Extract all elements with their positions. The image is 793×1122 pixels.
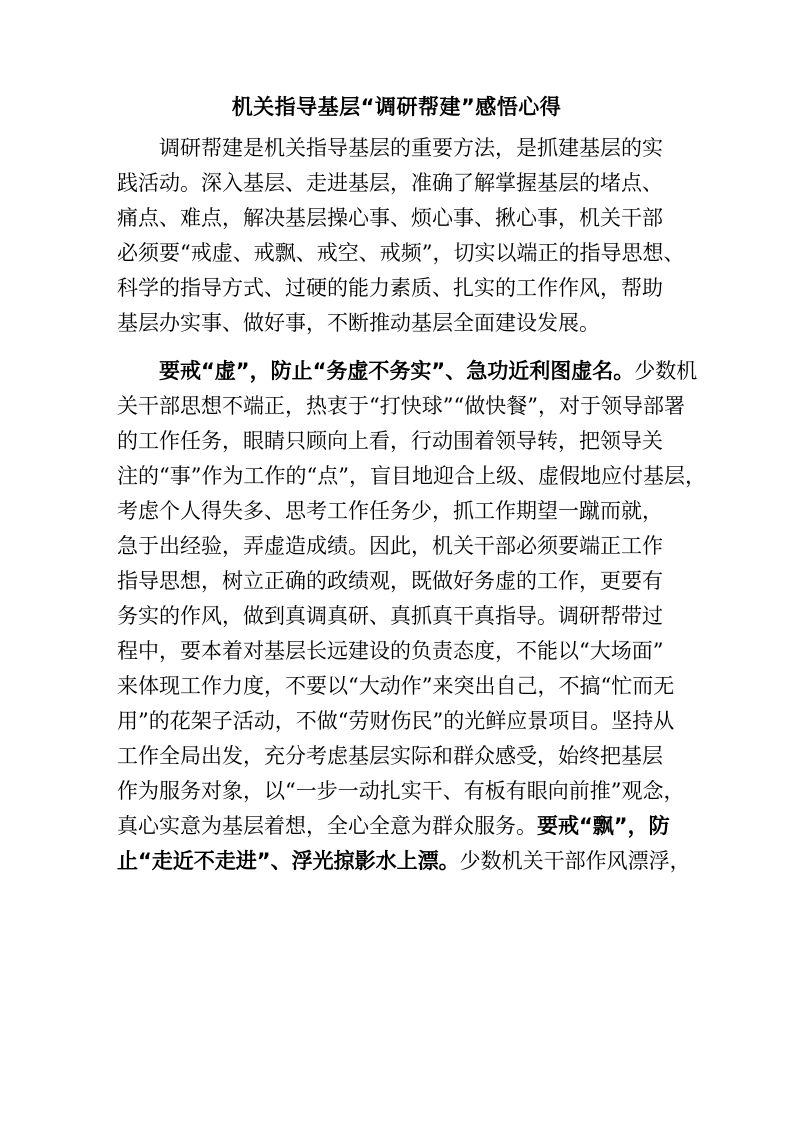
paragraph-text: 真心实意为基层着想，全心全意为群众服务。 — [117, 814, 537, 838]
paragraph-line: 必须要“戒虚、戒飘、戒空、戒频”，切实以端正的指导思想、 — [117, 241, 685, 265]
paragraph-jie-xu — [117, 354, 706, 879]
section-heading-jie-piao: 要戒“飘”，防 — [537, 814, 670, 838]
paragraph-line: 来体现工作力度，不要以“大动作”来突出自己，不搞“忙而无 — [117, 674, 675, 698]
document-body — [117, 131, 706, 879]
paragraph-line: 用”的花架子活动，不做“劳财伤民”的光鲜应景项目。坚持从 — [117, 709, 675, 733]
paragraph-line: 急于出经验，弄虚造成绩。因此，机关干部必须要端正工作 — [117, 534, 663, 558]
paragraph-line: 注的“事”作为工作的“点”，盲目地迎合上级、虚假地应付基层， — [117, 464, 706, 488]
paragraph-line: 考虑个人得失多、思考工作任务少，抓工作期望一蹴而就， — [117, 499, 663, 523]
paragraph-line: 调研帮建是机关指导基层的重要方法，是抓建基层的实 — [117, 136, 663, 160]
section-heading-jie-xu: 要戒“虚”，防止“务虚不务实”、急功近利图虚名。 — [117, 359, 635, 383]
paragraph-line: 关干部思想不端正，热衷于“打快球”“做快餐”，对于领导部署 — [117, 394, 685, 418]
document-title: 机关指导基层“调研帮建”感悟心得 — [231, 95, 562, 119]
paragraph-line — [117, 809, 687, 844]
paragraph-line: 工作全局出发，充分考虑基层实际和群众感受，始终把基层 — [117, 744, 663, 768]
paragraph-text: 少数机 — [634, 359, 698, 383]
paragraph-line: 科学的指导方式、过硬的能力素质、扎实的工作作风，帮助 — [117, 276, 663, 300]
paragraph-line — [117, 844, 691, 879]
section-heading-jie-piao-cont: 止“走近不走进”、浮光掠影水上漂。 — [117, 849, 460, 873]
paragraph-line: 痛点、难点，解决基层操心事、烦心事、揪心事，机关干部 — [117, 206, 663, 230]
paragraph-line — [117, 354, 698, 389]
paragraph-line: 指导思想，树立正确的政绩观，既做好务虚的工作，更要有 — [117, 569, 663, 593]
paragraph-line: 践活动。深入基层、走进基层，准确了解掌握基层的堵点、 — [117, 171, 663, 195]
paragraph-line: 程中，要本着对基层长远建设的负责态度，不能以“大场面” — [117, 639, 664, 663]
paragraph-text: 少数机关干部作风漂浮， — [459, 849, 691, 873]
paragraph-line: 务实的作风，做到真调真研、真抓真干真指导。调研帮带过 — [117, 604, 663, 628]
paragraph-spacing — [117, 341, 687, 354]
paragraph-line: 基层办实事、做好事，不断推动基层全面建设发展。 — [117, 311, 600, 335]
paragraph-line: 作为服务对象，以“一步一动扎实干、有板有眼向前推”观念， — [117, 779, 685, 803]
paragraph-intro — [117, 131, 687, 341]
paragraph-line: 的工作任务，眼睛只顾向上看，行动围着领导转，把领导关 — [117, 429, 663, 453]
